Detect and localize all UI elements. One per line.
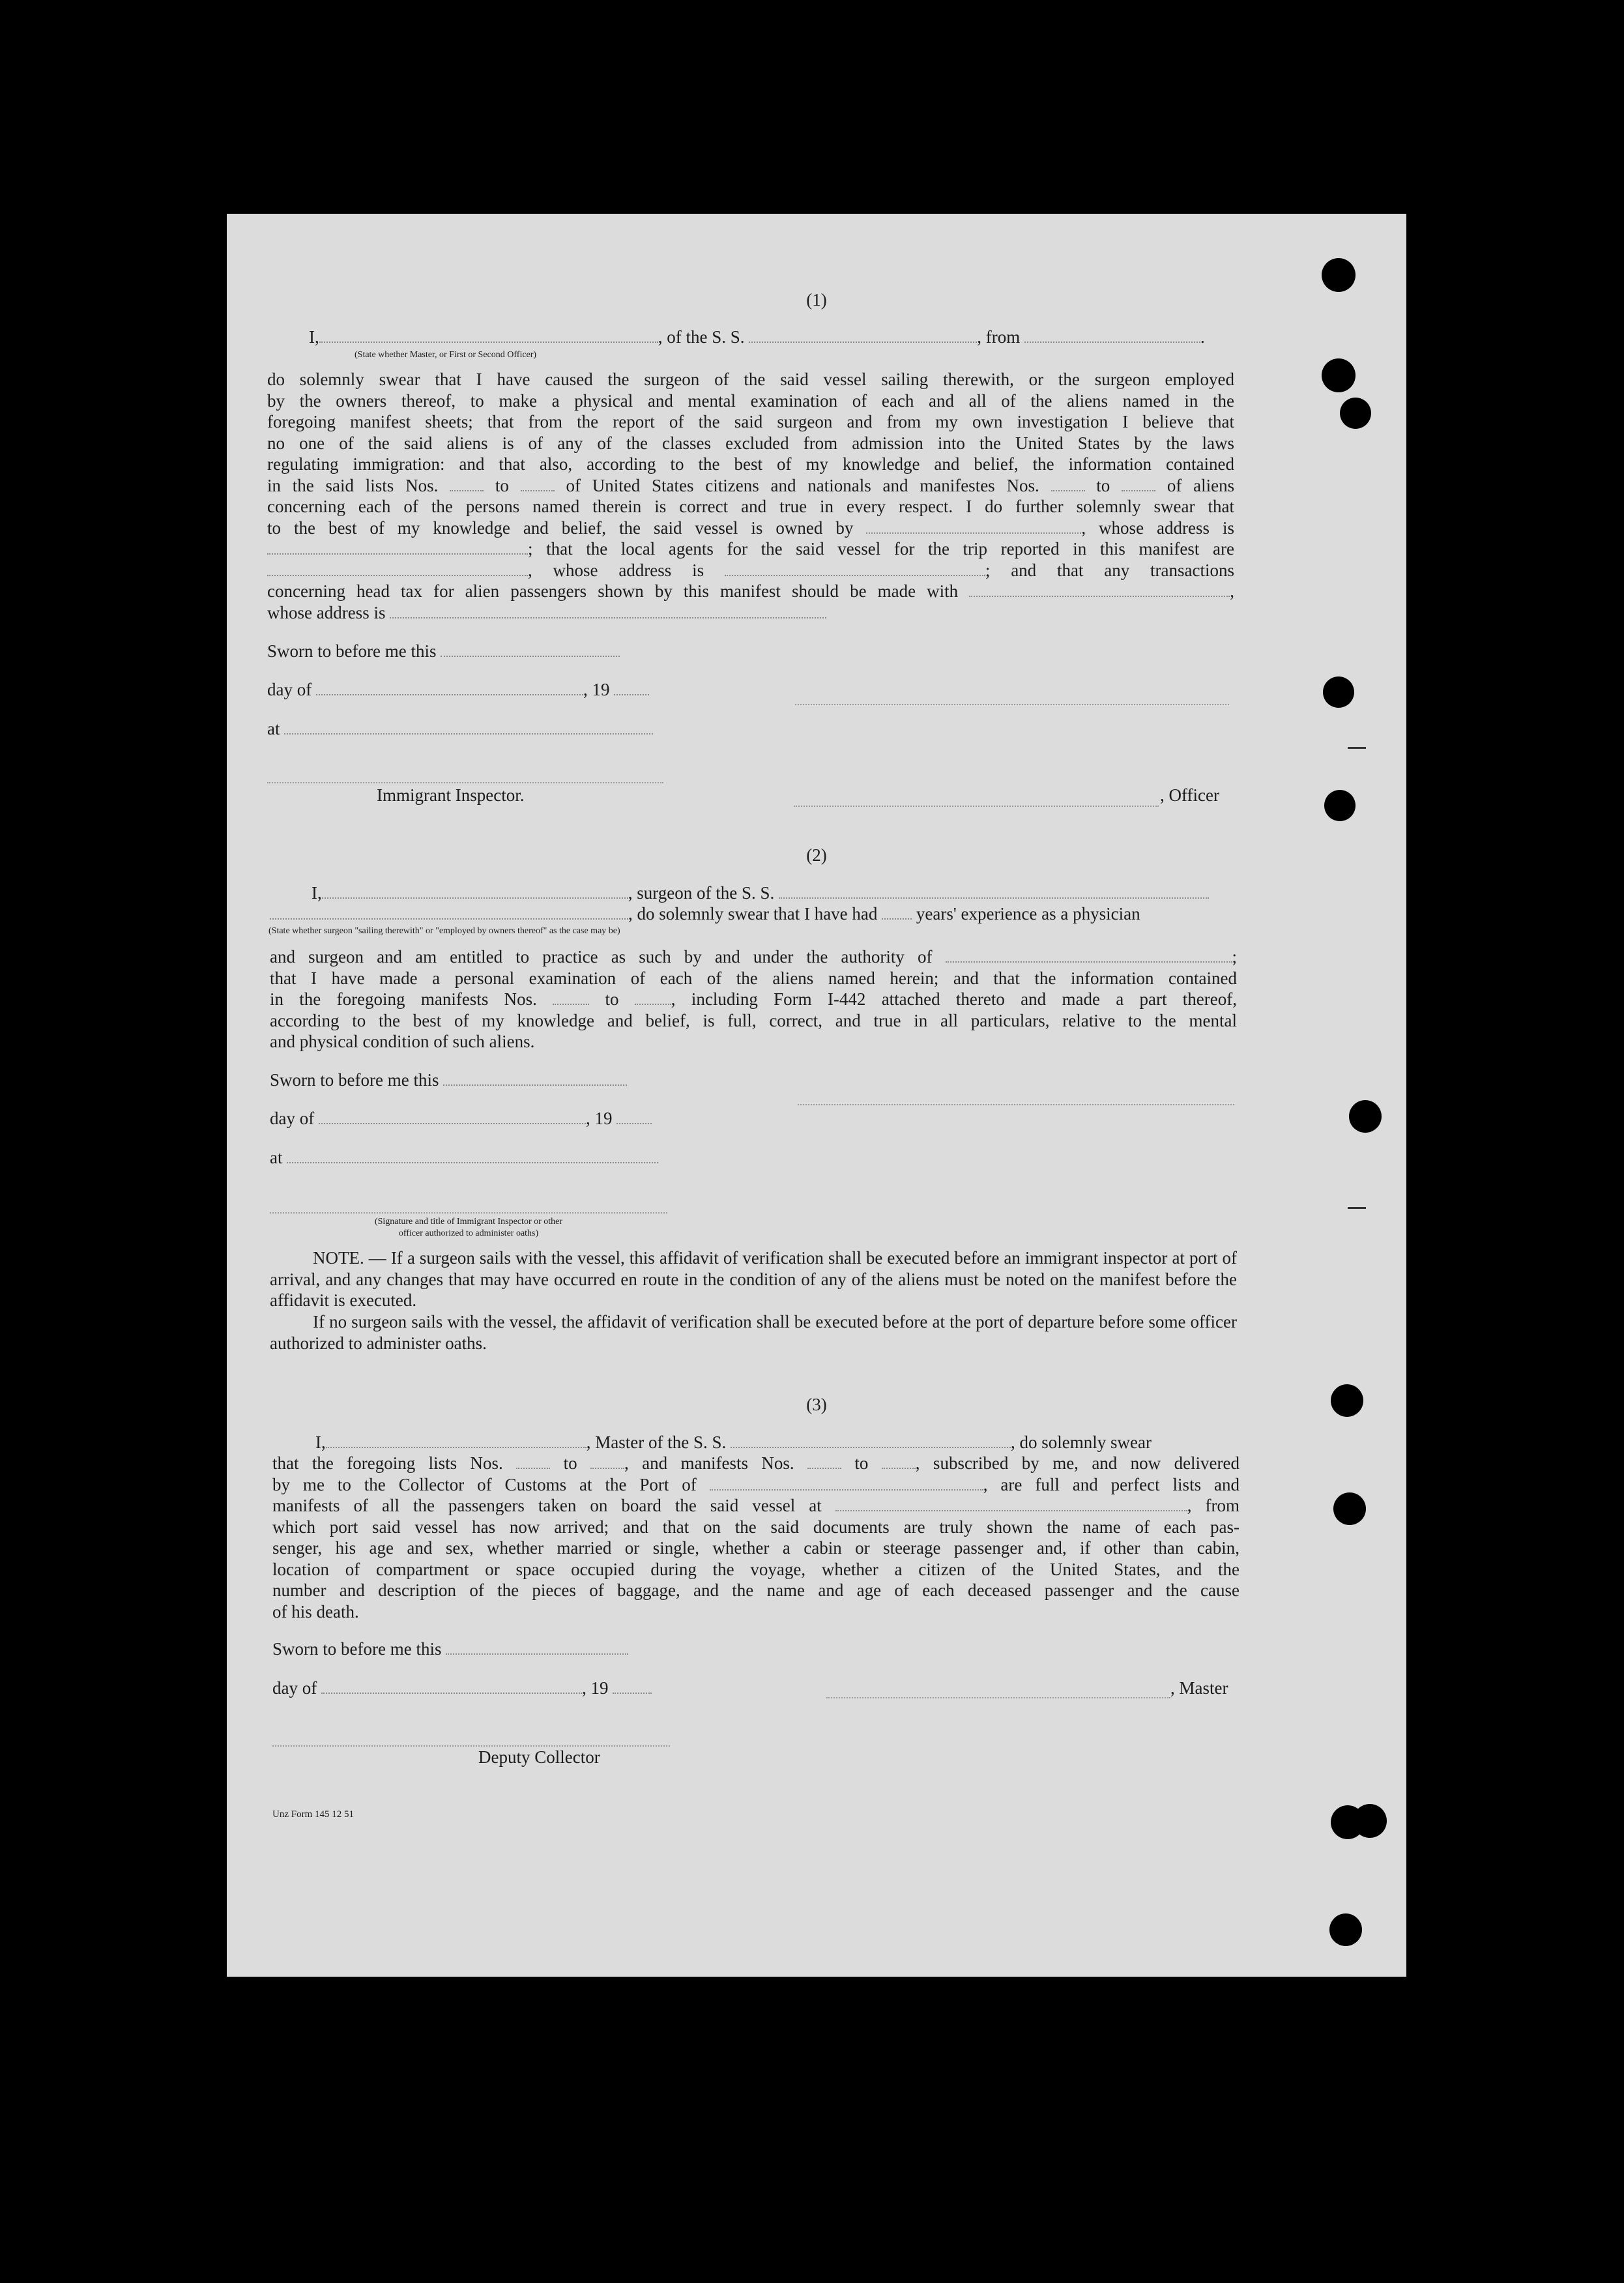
- agents-address-line: [267, 560, 1234, 581]
- month-field[interactable]: [321, 1678, 582, 1694]
- label: , do solemnly swear: [1010, 1432, 1152, 1452]
- sworn-date-field[interactable]: [441, 641, 620, 657]
- binder-hole-icon: [1323, 676, 1354, 708]
- manifest-to-field[interactable]: [635, 989, 671, 1005]
- binder-hole-icon: [1349, 1100, 1382, 1133]
- section1-body: [267, 369, 1234, 623]
- label: , Master of the S. S.: [586, 1432, 727, 1452]
- label: I,: [315, 1432, 326, 1452]
- master-label: , Master: [1170, 1678, 1228, 1698]
- section-number: (1): [806, 290, 827, 310]
- label: , 19: [585, 1109, 613, 1128]
- body-line: regulating immigration: and that also, according to the best of my knowledge and belief, the information contained: [267, 454, 1234, 474]
- year-field[interactable]: [616, 1109, 652, 1124]
- body-line: location of compartment or space occupied during the voyage, whether a citizen of the United States, and the: [272, 1559, 1240, 1579]
- label: at: [270, 1148, 283, 1167]
- sworn-line-1: [267, 641, 620, 662]
- note-paragraph-1: NOTE. — If a surgeon sails with the vessel, this affidavit of verification shall be executed before an immigrant inspector at port of arrival, and any changes that may have occurred en route in the condition of any of the aliens must be noted on the manifest before the affidavit is executed.: [270, 1248, 1237, 1310]
- owner-field[interactable]: [866, 518, 1081, 534]
- at-line-1: [267, 718, 653, 739]
- month-field[interactable]: [316, 680, 583, 695]
- authority-line: [270, 946, 1237, 968]
- surgeon-status-field[interactable]: [270, 904, 628, 920]
- officer-name-line[interactable]: [794, 804, 1159, 807]
- binder-hole-icon: [1353, 1804, 1387, 1838]
- year-field[interactable]: [614, 680, 649, 695]
- label: , including Form I-442 attached thereto and made a part thereof,: [671, 989, 1237, 1009]
- label: to the best of my knowledge and belief, the said vessel is owned by: [267, 517, 854, 538]
- manifests-line: [272, 1495, 1240, 1517]
- agents-field[interactable]: [267, 560, 528, 576]
- officer-signature-line[interactable]: [795, 703, 1229, 705]
- master-vessel-field[interactable]: [731, 1432, 1011, 1448]
- body-line: which port said vessel has now arrived; and that on the said documents are truly shown the name of each pas-: [272, 1517, 1240, 1537]
- inspector-signature-line[interactable]: [267, 781, 663, 783]
- label: , from: [1187, 1496, 1240, 1515]
- port-field[interactable]: [710, 1475, 983, 1490]
- binder-hole-icon: [1322, 258, 1356, 292]
- sworn-line-3: [272, 1638, 628, 1659]
- inspector-signature-line[interactable]: [270, 1211, 667, 1214]
- manifests-line: [270, 989, 1237, 1010]
- master-name-field[interactable]: [326, 1432, 587, 1448]
- manifest-to-field[interactable]: [1122, 476, 1155, 491]
- deputy-collector-label: Deputy Collector: [478, 1747, 600, 1767]
- officer-note: (State whether Master, or First or Second Officer): [355, 350, 537, 360]
- officer-name-field[interactable]: [319, 327, 658, 343]
- port-from-field[interactable]: [1024, 327, 1200, 343]
- binder-hole-icon: [1329, 1913, 1362, 1946]
- form-number: Unz Form 145 12 51: [272, 1809, 354, 1820]
- inspector-label: Immigrant Inspector.: [377, 785, 525, 805]
- body-line: number and description of the pieces of baggage, and the name and age of each deceased passenger and the cause: [272, 1580, 1240, 1600]
- section-number: (3): [806, 1395, 827, 1414]
- owned-line: [267, 517, 1234, 539]
- collector-line: [272, 1474, 1240, 1496]
- officer-label: , Officer: [1160, 785, 1219, 805]
- surgeon-signature-line[interactable]: [798, 1103, 1234, 1105]
- section-number: (2): [806, 845, 827, 865]
- surgeon-line: [312, 882, 1209, 903]
- year-field[interactable]: [613, 1678, 652, 1694]
- label: Sworn to before me this: [270, 1070, 439, 1090]
- whose-line: [267, 602, 1234, 624]
- lists-line: [267, 475, 1234, 497]
- section3-body: [272, 1453, 1240, 1622]
- surgeon-experience-line: [270, 903, 1140, 924]
- body-line: no one of the said aliens is of any of the classes excluded from admission into the United States by the laws: [267, 433, 1234, 453]
- surgeon-note: (State whether surgeon "sailing therewith" or "employed by owners thereof" as the case may be): [268, 926, 620, 936]
- label: of United States citizens and nationals and manifestes Nos.: [566, 475, 1039, 495]
- dayof-line-3: [272, 1678, 652, 1698]
- body-line: foregoing manifest sheets; that from the report of the said surgeon and from my own investigation I believe that: [267, 412, 1234, 431]
- vessel-name-field[interactable]: [749, 327, 977, 343]
- manifest-from-field[interactable]: [1051, 476, 1085, 491]
- list-to-field[interactable]: [590, 1453, 624, 1469]
- label: in the foregoing manifests Nos.: [270, 989, 537, 1009]
- label: , do solemnly swear that I have had: [628, 904, 878, 923]
- authority-field[interactable]: [946, 947, 1232, 963]
- years-field[interactable]: [882, 904, 912, 920]
- label: ; and that any transactions: [985, 560, 1234, 580]
- body-line: and physical condition of such aliens.: [270, 1032, 535, 1051]
- label: to: [1096, 475, 1110, 495]
- master-line: [315, 1432, 1152, 1453]
- place-field[interactable]: [284, 719, 653, 734]
- label: to: [563, 1453, 577, 1473]
- body-line: of his death.: [272, 1601, 359, 1621]
- body-line: according to the best of my knowledge and belief, is full, correct, and true in all particulars, relative to the mental: [270, 1010, 1237, 1030]
- label: , and manifests Nos.: [624, 1453, 794, 1473]
- label: I,: [309, 327, 319, 347]
- label: , whose address is: [1081, 517, 1234, 538]
- surgeon-vessel-field[interactable]: [779, 883, 1209, 899]
- label: day of: [272, 1678, 317, 1698]
- body-line: by the owners thereof, to make a physical and mental examination of each and all of the aliens named in the: [267, 390, 1234, 411]
- owner-address-field[interactable]: [267, 539, 528, 555]
- headtax-field[interactable]: [969, 581, 1230, 597]
- label: whose address is: [267, 602, 386, 622]
- margin-mark: [1348, 747, 1366, 749]
- embark-port-field[interactable]: [835, 1496, 1187, 1511]
- label: years' experience as a physician: [916, 904, 1140, 923]
- label: day of: [267, 680, 312, 699]
- label: to: [854, 1453, 869, 1473]
- officer-line: I, , of the S. S. , from .: [309, 327, 1205, 347]
- label: , are full and perfect lists and: [983, 1474, 1240, 1494]
- label: , of the S. S.: [658, 327, 745, 347]
- body-line: do solemnly swear that I have caused the surgeon of the said vessel sailing therewith, or the surgeon employed: [267, 370, 1234, 389]
- margin-mark: [1348, 1207, 1366, 1209]
- sworn-date-field[interactable]: [443, 1070, 627, 1086]
- binder-hole-icon: [1322, 358, 1356, 392]
- month-field[interactable]: [319, 1109, 586, 1124]
- dayof-line-1: [267, 679, 649, 700]
- form-page: [227, 214, 1406, 1977]
- label: in the said lists Nos.: [267, 475, 439, 495]
- dayof-line-2: [270, 1108, 652, 1129]
- label: to: [495, 475, 509, 495]
- list-from-field[interactable]: [516, 1453, 550, 1469]
- label: and surgeon and am entitled to practice as such by and under the authority of: [270, 947, 933, 967]
- collector-signature-line[interactable]: [272, 1744, 670, 1747]
- body-line: that I have made a personal examination of each of the aliens named herein; and that the information contained: [270, 968, 1237, 988]
- label: by me to the Collector of Customs at the Port of: [272, 1474, 697, 1494]
- headtax-line: [267, 581, 1234, 602]
- label: I,: [312, 883, 322, 903]
- label: of aliens: [1167, 475, 1235, 495]
- agents-address-field[interactable]: [725, 560, 985, 576]
- headtax-address-field[interactable]: [390, 603, 826, 618]
- label: Sworn to before me this: [267, 641, 437, 661]
- manifest-from-field[interactable]: [553, 989, 589, 1005]
- binder-hole-icon: [1333, 1492, 1366, 1525]
- label: , subscribed by me, and now delivered: [915, 1453, 1240, 1473]
- label: ; that the local agents for the said vessel for the trip reported in this manifest are: [528, 539, 1234, 559]
- place-field[interactable]: [287, 1148, 658, 1163]
- body-line: concerning each of the persons named therein is correct and true in every respect. I do further solemnly swear that: [267, 497, 1234, 516]
- binder-hole-icon: [1340, 398, 1371, 429]
- label: ,: [1230, 581, 1235, 601]
- signature-note-2: officer authorized to administer oaths): [398, 1229, 539, 1238]
- label: Sworn to before me this: [272, 1639, 442, 1659]
- master-signature-line[interactable]: [826, 1696, 1170, 1698]
- signature-note-1: (Signature and title of Immigrant Inspector or other: [374, 1217, 563, 1227]
- agents-line: [267, 538, 1234, 560]
- label: , 19: [583, 680, 610, 699]
- sworn-date-field[interactable]: [446, 1639, 628, 1655]
- label: that the foregoing lists Nos.: [272, 1453, 503, 1473]
- list-from-field[interactable]: [450, 476, 484, 491]
- label: ;: [1232, 947, 1238, 967]
- surgeon-name-field[interactable]: [322, 883, 628, 899]
- manifest-to-field[interactable]: [882, 1453, 916, 1469]
- note-paragraph-2: If no surgeon sails with the vessel, the affidavit of verification shall be executed before at the port of departure before some officer authorized to administer oaths.: [270, 1312, 1237, 1353]
- label: manifests of all the passengers taken on board the said vessel at: [272, 1496, 822, 1515]
- list-to-field[interactable]: [521, 476, 555, 491]
- sworn-line-2: [270, 1069, 627, 1090]
- label: to: [605, 989, 619, 1009]
- label: , from: [977, 327, 1021, 347]
- label: , 19: [581, 1678, 609, 1698]
- manifest-from-field[interactable]: [807, 1453, 841, 1469]
- lists-line: [272, 1453, 1240, 1474]
- section2-body: [270, 946, 1237, 1053]
- at-line-2: [270, 1147, 658, 1168]
- label: concerning head tax for alien passengers shown by this manifest should be made with: [267, 581, 959, 601]
- binder-hole-icon: [1324, 790, 1356, 821]
- label: , whose address is: [528, 560, 704, 580]
- label: day of: [270, 1109, 315, 1128]
- body-line: senger, his age and sex, whether married or single, whether a cabin or steerage passenger and, if other than cabin,: [272, 1538, 1240, 1558]
- label: at: [267, 719, 280, 738]
- label: , surgeon of the S. S.: [628, 883, 775, 903]
